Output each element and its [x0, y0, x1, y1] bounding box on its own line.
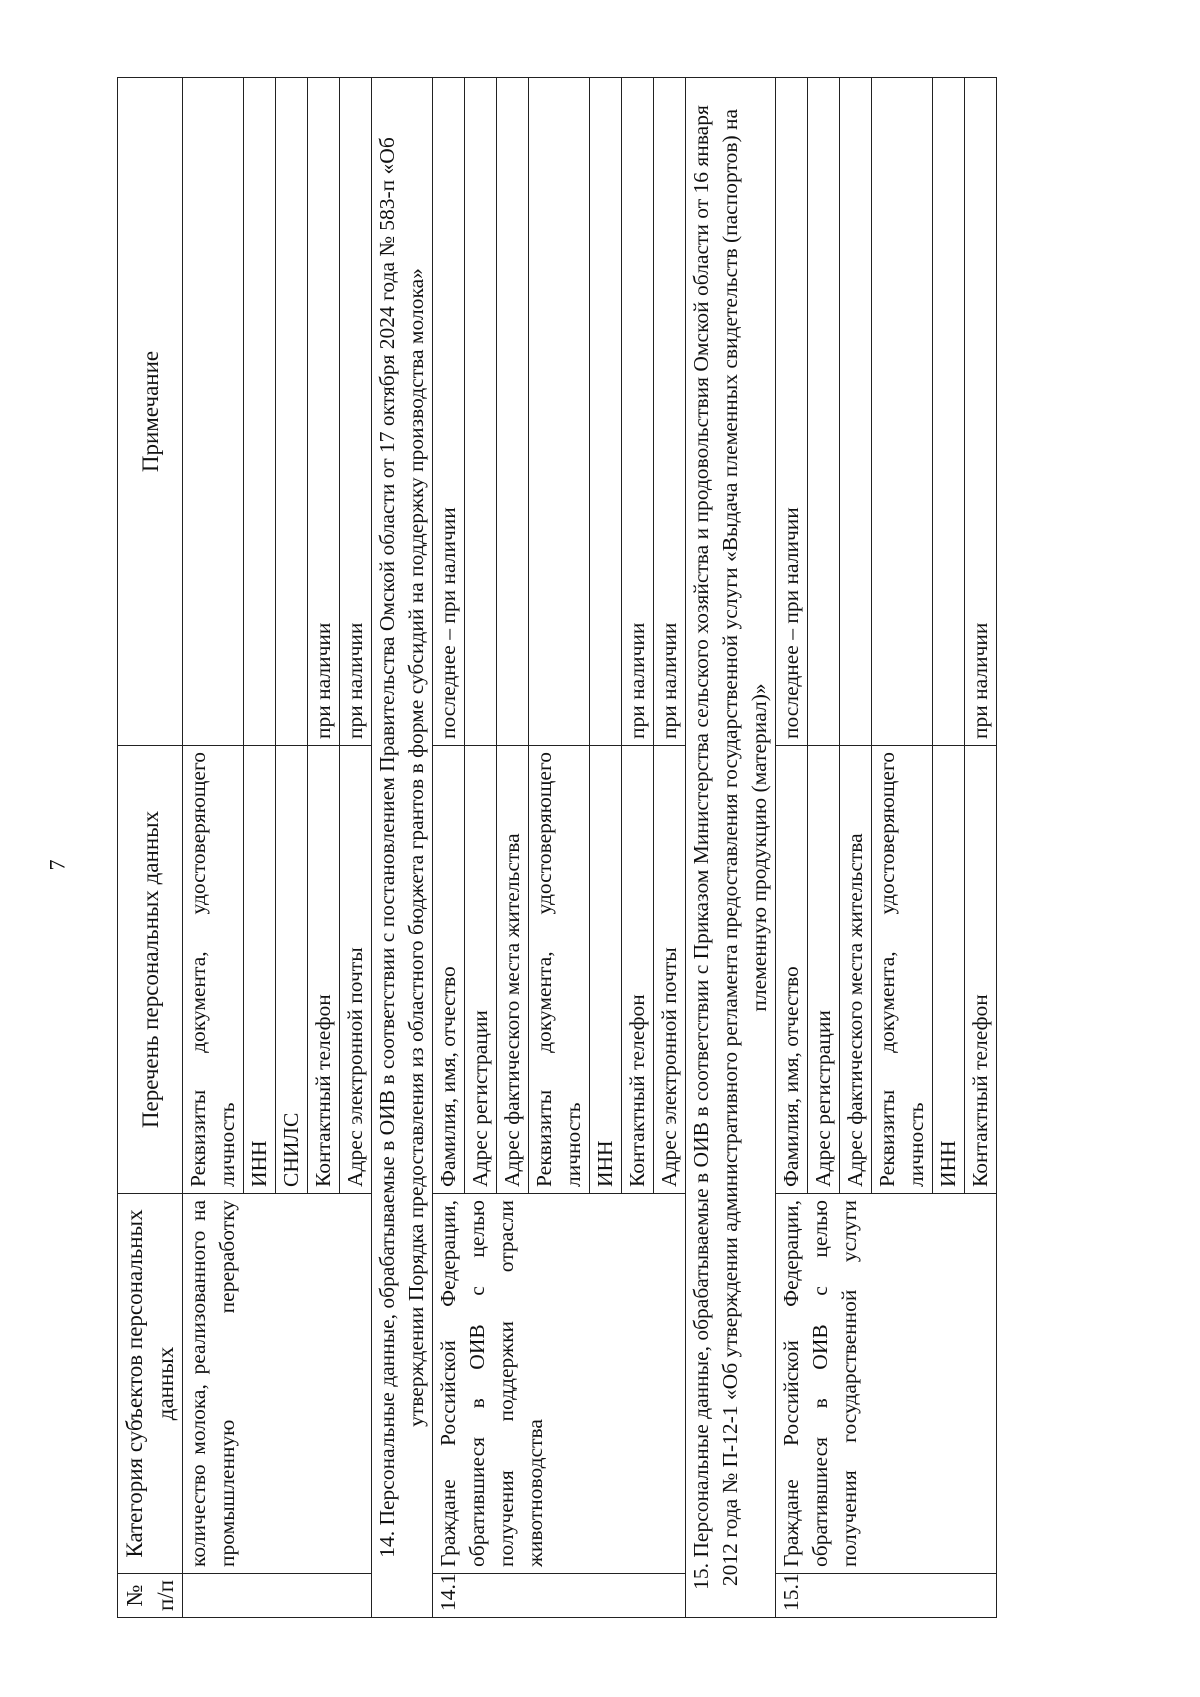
- header-category: Категория субъектов персональных данных: [118, 1194, 183, 1574]
- row-note: при наличии: [340, 78, 372, 746]
- row-note: при наличии: [654, 78, 686, 746]
- row-data: Реквизиты документа, удостоверяющего личность: [183, 746, 244, 1194]
- row-data: Контактный телефон: [622, 746, 654, 1194]
- header-note: Примечание: [118, 78, 183, 746]
- row-note: при наличии: [308, 78, 340, 746]
- row-data: Фамилия, имя, отчество: [433, 746, 465, 1194]
- header-data-list: Перечень персональных данных: [118, 746, 183, 1194]
- row-data: Адрес электронной почты: [654, 746, 686, 1194]
- row-data: ИНН: [933, 746, 965, 1194]
- page-number: 7: [44, 859, 70, 871]
- row-data: Адрес фактического места жительства: [497, 746, 529, 1194]
- row-data: Адрес фактического места жительства: [840, 746, 872, 1194]
- row-category: Граждане Российской Федерации, обратившиеся в ОИВ с целью получения государственной услуги: [776, 1194, 997, 1574]
- row-note: [933, 78, 965, 746]
- row-num: [183, 1574, 372, 1618]
- row-data: Реквизиты документа, удостоверяющего личность: [529, 746, 590, 1194]
- row-data: Контактный телефон: [965, 746, 997, 1194]
- row-note: [497, 78, 529, 746]
- row-data: Реквизиты документа, удостоверяющего личность: [872, 746, 933, 1194]
- row-note: [244, 78, 276, 746]
- section-14-title: 14. Персональные данные, обрабатываемые в ОИВ в соответствии с постановлением Правительства Омской области от 17 октября 2024 года № 583-п «Об утверждении Порядка предоставления из областного бюджета грантов в форме субсидий на поддержку производства молока»: [372, 78, 433, 1618]
- personal-data-table: [117, 77, 997, 1618]
- row-data: ИНН: [244, 746, 276, 1194]
- row-category: Граждане Российской Федерации, обратившиеся в ОИВ с целью получения поддержки отрасли животноводства: [433, 1194, 686, 1574]
- row-data: Адрес электронной почты: [340, 746, 372, 1194]
- row-num: 14.1: [433, 1574, 686, 1618]
- section-title-row: [686, 78, 776, 1618]
- row-data: Адрес регистрации: [465, 746, 497, 1194]
- row-note: [183, 78, 244, 746]
- row-data: ИНН: [590, 746, 622, 1194]
- row-category: количество молока, реализованного на промышленную переработку: [183, 1194, 372, 1574]
- row-note: [529, 78, 590, 746]
- row-note: последнее – при наличии: [776, 78, 808, 746]
- row-data: СНИЛС: [276, 746, 308, 1194]
- row-data: Контактный телефон: [308, 746, 340, 1194]
- table-row: [433, 78, 465, 1618]
- row-note: [276, 78, 308, 746]
- header-num: № п/п: [118, 1574, 183, 1618]
- table-header-row: [118, 78, 183, 1618]
- row-note: [872, 78, 933, 746]
- section-15-title: 15. Персональные данные, обрабатываемые в ОИВ в соответствии с Приказом Министерства сельского хозяйства и продовольствия Омской области от 16 января 2012 года № П-12-1 «Об утверждении административного регламента предоставления государственной услуги «Выдача племенных свидетельств (паспортов) на племенную продукцию (материал)»: [686, 78, 776, 1618]
- row-note: [590, 78, 622, 746]
- row-note: при наличии: [965, 78, 997, 746]
- row-note: последнее – при наличии: [433, 78, 465, 746]
- table-row: [183, 78, 244, 1618]
- row-note: при наличии: [622, 78, 654, 746]
- section-title-row: [372, 78, 433, 1618]
- row-data: Фамилия, имя, отчество: [776, 746, 808, 1194]
- row-data: Адрес регистрации: [808, 746, 840, 1194]
- table-row: [776, 78, 808, 1618]
- rotated-table-container: [117, 78, 1043, 1618]
- row-note: [465, 78, 497, 746]
- row-num: 15.1: [776, 1574, 997, 1618]
- row-note: [840, 78, 872, 746]
- row-note: [808, 78, 840, 746]
